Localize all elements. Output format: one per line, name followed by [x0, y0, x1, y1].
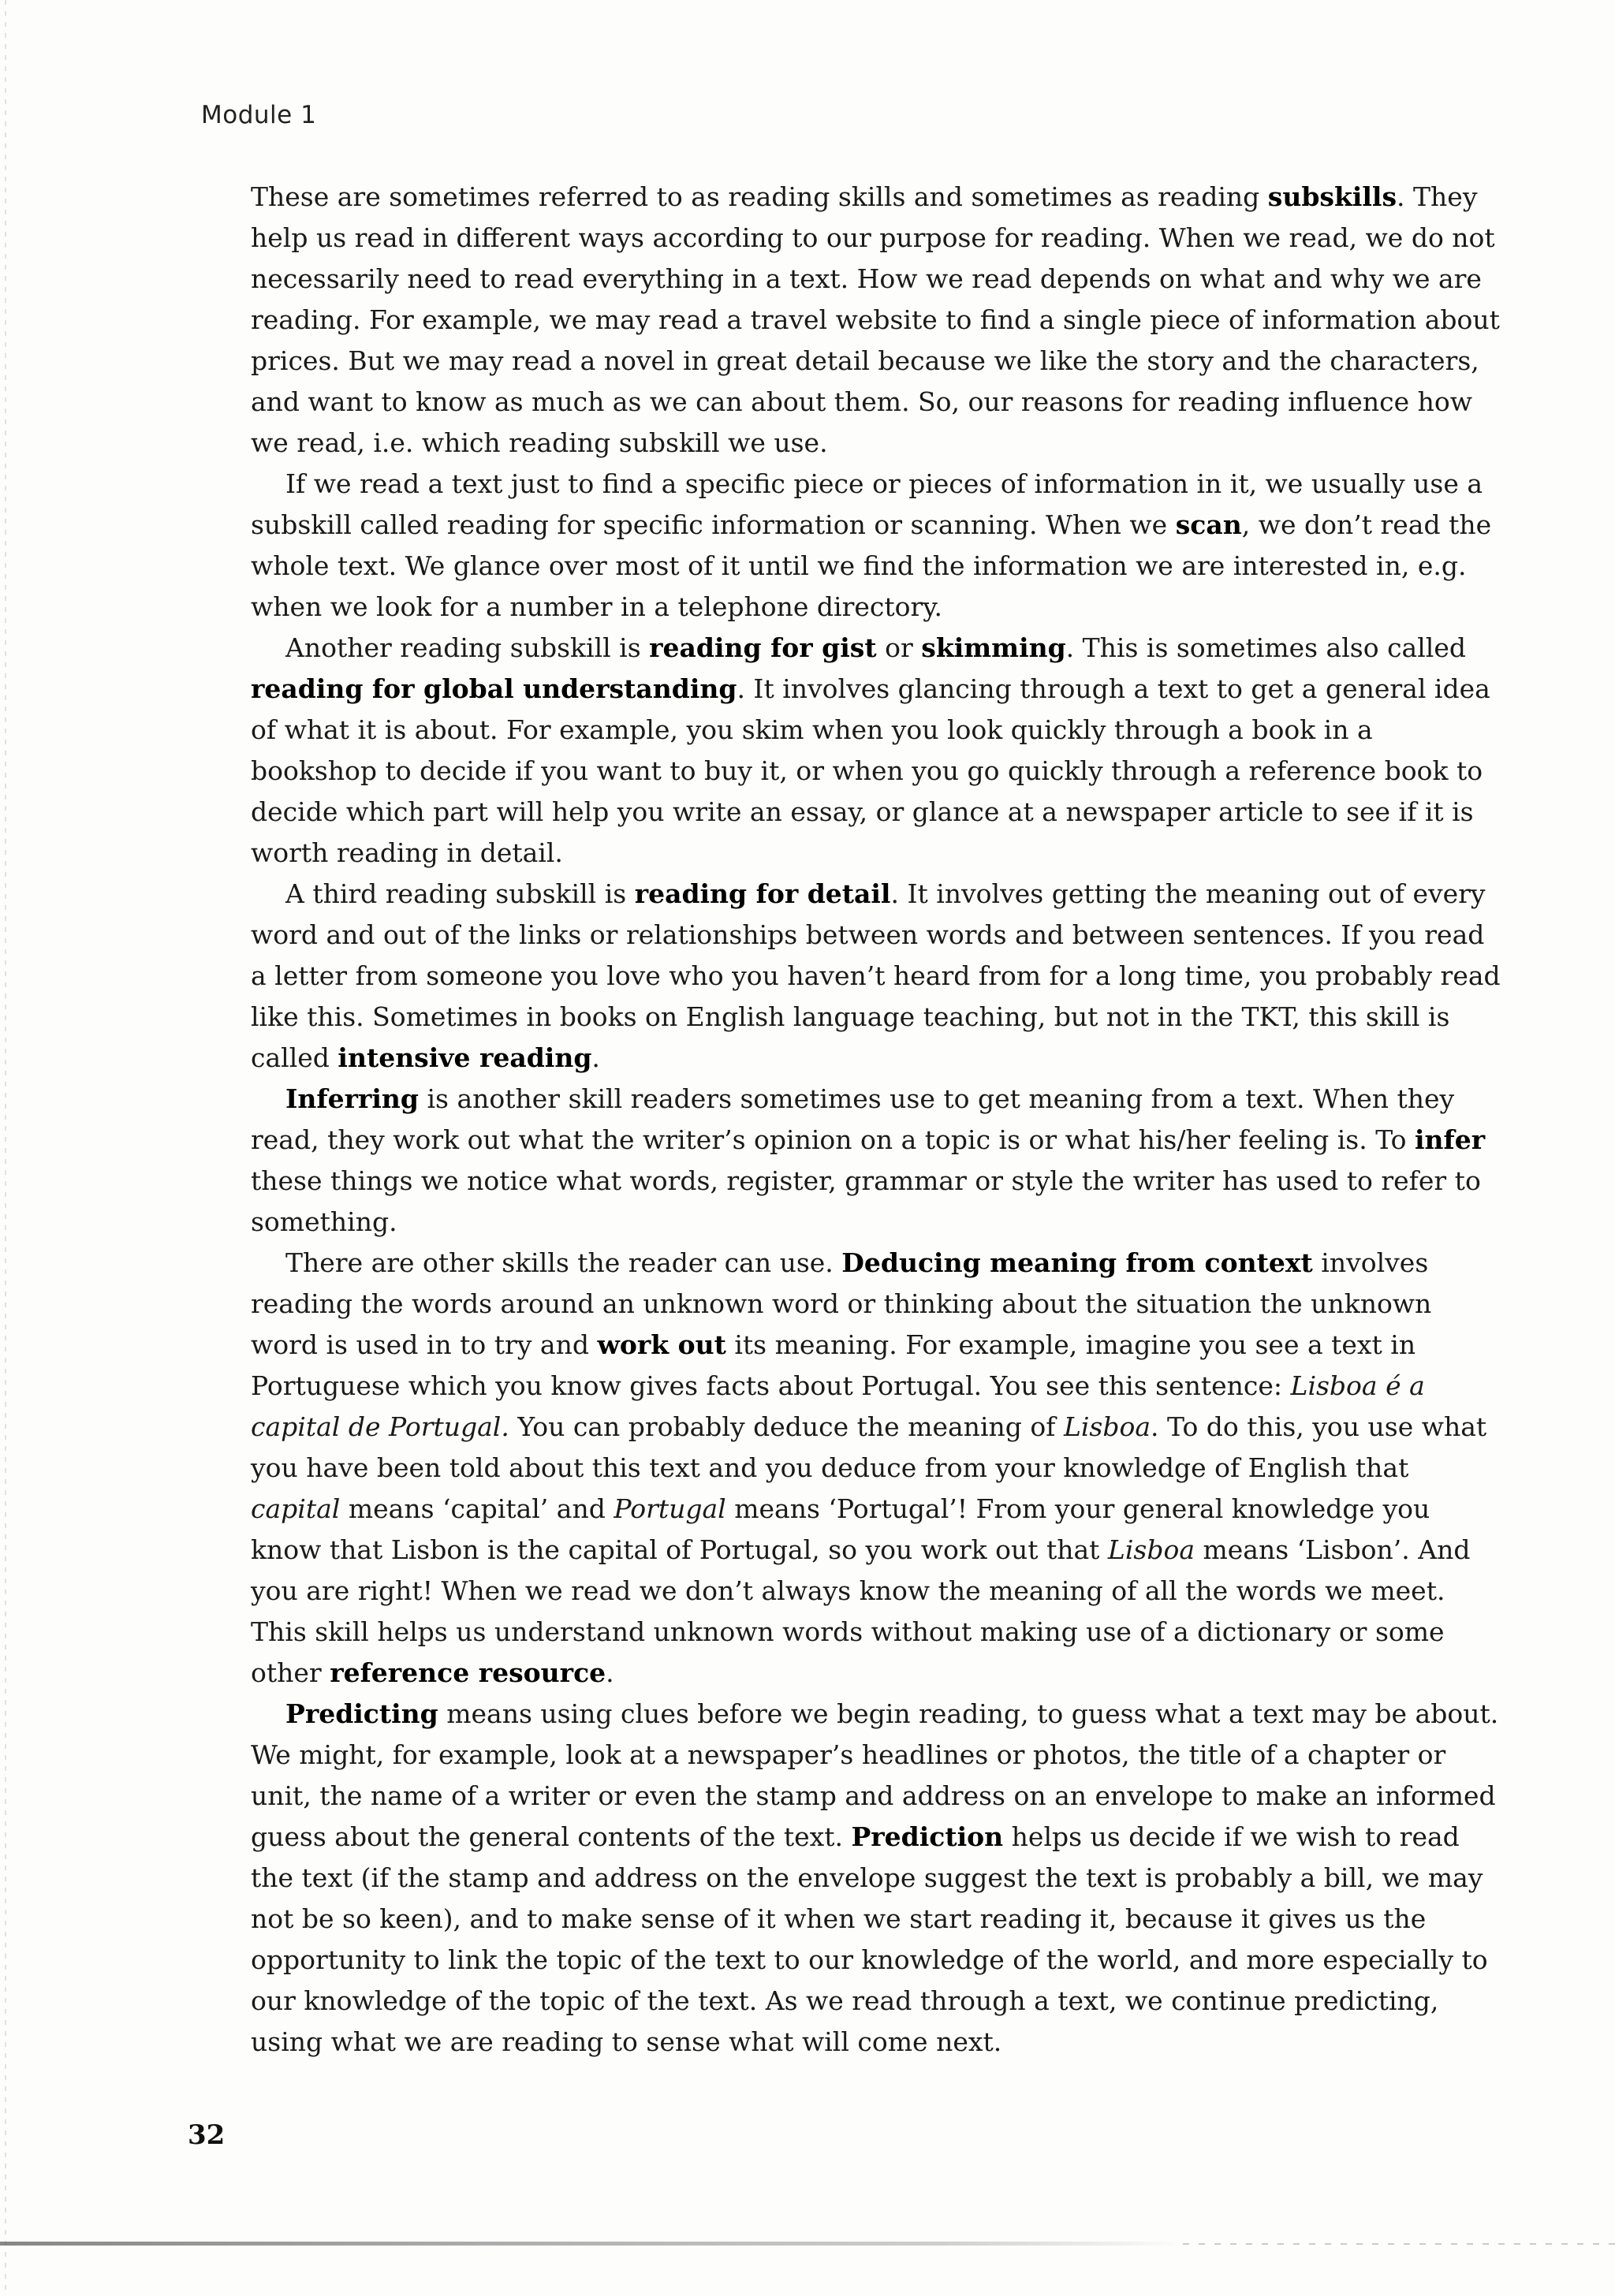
paragraph-predicting [251, 1694, 1501, 2063]
paragraph-deducing-meaning [251, 1243, 1501, 1694]
key-term: intensive reading [338, 1042, 592, 1073]
key-term: reading for gist [649, 632, 877, 663]
example-text: Lisboa é a capital de Portugal. [251, 1370, 1425, 1442]
text-run: is another skill readers sometimes use to get meaning from a text. When they read, they work out what the writer’s opinion on a topic is or what his/her feeling is. To [251, 1083, 1455, 1155]
text-run: means using clues before we begin reading, to guess what a text may be about. We might, for example, look at a newspaper’s headlines or photos, the title of a chapter or unit, the name of a writer or even the stamp and address on an envelope to make an informed guess about the general contents of the text. [251, 1698, 1499, 1852]
text-run: These are sometimes referred to as reading skills and sometimes as reading [251, 181, 1268, 212]
text-run: . It involves getting the meaning out of every word and out of the links or relationships between words and between sentences. If you read a letter from someone you love who you haven’t heard from for a long time, you probably read like this. Sometimes in books on English language teaching, but not in the TKT, this skill is called [251, 878, 1501, 1073]
example-text: Portugal [614, 1493, 726, 1524]
text-run: these things we notice what words, register, grammar or style the writer has used to refer to something. [251, 1165, 1481, 1237]
text-run: A third reading subskill is [285, 878, 635, 909]
text-run: means ‘capital’ and [340, 1493, 614, 1524]
text-run: . It involves glancing through a text to get a general idea of what it is about. For example, you skim when you look quickly through a book in a bookshop to decide if you want to buy it, or when you go quickly through a reference book to decide which part will help you write an essay, or glance at a newspaper article to see if it is worth reading in detail. [251, 673, 1490, 868]
scan-edge-bottom-faint [1183, 2243, 1615, 2245]
text-run: Another reading subskill is [285, 632, 650, 663]
text-run: or [876, 632, 922, 663]
text-run: You can probably deduce the meaning of [509, 1411, 1064, 1442]
text-run: There are other skills the reader can use. [285, 1247, 842, 1278]
running-head: Module 1 [201, 101, 317, 129]
text-run: If we read a text just to find a specific piece or pieces of information in it, we usually use a subskill called reading for specific information or scanning. When we [251, 468, 1483, 540]
key-term: work out [597, 1329, 726, 1360]
key-term: Predicting [285, 1698, 438, 1729]
paragraph-inferring [251, 1079, 1501, 1243]
text-run: . To do this, you use what you have been told about this text and you deduce from your knowledge of English that [251, 1411, 1487, 1483]
body-text [251, 177, 1501, 2063]
key-term: reading for detail [634, 878, 891, 909]
key-term: reading for global understanding [251, 673, 737, 704]
text-run: means ‘Lisbon’. And you are right! When we read we don’t always know the meaning of all the words we meet. This skill helps us understand unknown words without making use of a dictionary or some other [251, 1534, 1471, 1688]
key-term: infer [1415, 1124, 1486, 1155]
text-run: . They help us read in different ways according to our purpose for reading. When we read, we do not necessarily need to read everything in a text. How we read depends on what and why we are reading. For example, we may read a travel website to find a single piece of information about prices. But we may read a novel in great detail because we like the story and the characters, and want to know as much as we can about them. So, our reasons for reading influence how we read, i.e. which reading subskill we use. [251, 181, 1500, 458]
example-text: capital [251, 1493, 341, 1524]
paragraph-skimming [251, 628, 1501, 874]
text-run: . [606, 1657, 614, 1688]
paragraph-reading-for-detail [251, 874, 1501, 1079]
key-term: reference resource [330, 1657, 606, 1688]
key-term: subskills [1267, 181, 1397, 212]
text-run: involves reading the words around an unknown word or thinking about the situation the unknown word is used in to try and [251, 1247, 1432, 1360]
scan-edge-left [5, 0, 6, 2296]
text-run: , we don’t read the whole text. We glance over most of it until we find the information we are interested in, e.g. when we look for a number in a telephone directory. [251, 509, 1492, 622]
example-text: Lisboa [1107, 1534, 1195, 1565]
key-term: Deducing meaning from context [841, 1247, 1313, 1278]
key-term: Prediction [851, 1821, 1004, 1852]
text-run: means ‘Portugal’! From your general knowledge you know that Lisbon is the capital of Portugal, so you work out that [251, 1493, 1430, 1565]
scan-edge-bottom [0, 2242, 1183, 2246]
page-number: 32 [188, 2119, 226, 2151]
text-run: . [591, 1042, 600, 1073]
key-term: scan [1175, 509, 1242, 540]
key-term: skimming [921, 632, 1066, 663]
text-run: . This is sometimes also called [1065, 632, 1466, 663]
text-run: helps us decide if we wish to read the text (if the stamp and address on the envelope suggest the text is probably a bill, we may not be so keen), and to make sense of it when we start reading it, because it gives us the opportunity to link the topic of the text to our knowledge of the world, and more especially to our knowledge of the topic of the text. As we read through a text, we continue predicting, using what we are reading to sense what will come next. [251, 1821, 1488, 2057]
paragraph-scanning [251, 464, 1501, 628]
text-run: its meaning. For example, imagine you see a text in Portuguese which you know gives facts about Portugal. You see this sentence: [251, 1329, 1416, 1401]
example-text: Lisboa [1063, 1411, 1151, 1442]
paragraph-subskills [251, 177, 1501, 464]
key-term: Inferring [285, 1083, 419, 1114]
